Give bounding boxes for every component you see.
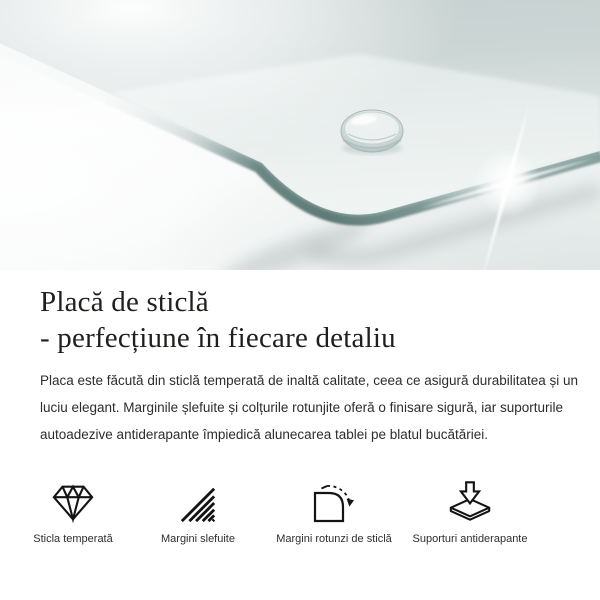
anti-slip-support-icon xyxy=(447,479,493,523)
polished-edge-icon xyxy=(179,485,217,523)
feature-label: Margini rotunzi de sticlă xyxy=(276,533,392,545)
feature-list xyxy=(0,477,600,567)
feature-tempered-glass xyxy=(10,477,136,546)
product-photo xyxy=(0,0,600,270)
product-description: Placa este făcută din sticlă temperată de inaltă calitate, ceea ce asigură durabilitatea și un luciu elegant. Marginile șlefuite și colțurile rotunjite oferă o finisare sigură, iar suporturile autoadezive antiderapante împiedică alunecarea tablei pe blatul bucătăriei. xyxy=(40,373,579,442)
title-line-1: Placă de sticlă xyxy=(40,286,209,318)
feature-anti-slip-supports xyxy=(392,477,548,546)
page-title xyxy=(40,284,396,356)
feature-label: Sticla temperată xyxy=(33,533,113,545)
diamond-icon xyxy=(51,481,95,523)
feature-rounded-corners xyxy=(258,477,410,546)
title-line-2: - perfecțiune în fiecare detaliu xyxy=(40,322,396,354)
glass-board-image xyxy=(0,0,600,270)
feature-label: Suporturi antiderapante xyxy=(412,533,528,545)
feature-label: Margini slefuite xyxy=(161,533,235,545)
suction-cup xyxy=(341,110,403,155)
rounded-corner-icon xyxy=(310,483,358,523)
feature-polished-edges xyxy=(136,477,260,546)
